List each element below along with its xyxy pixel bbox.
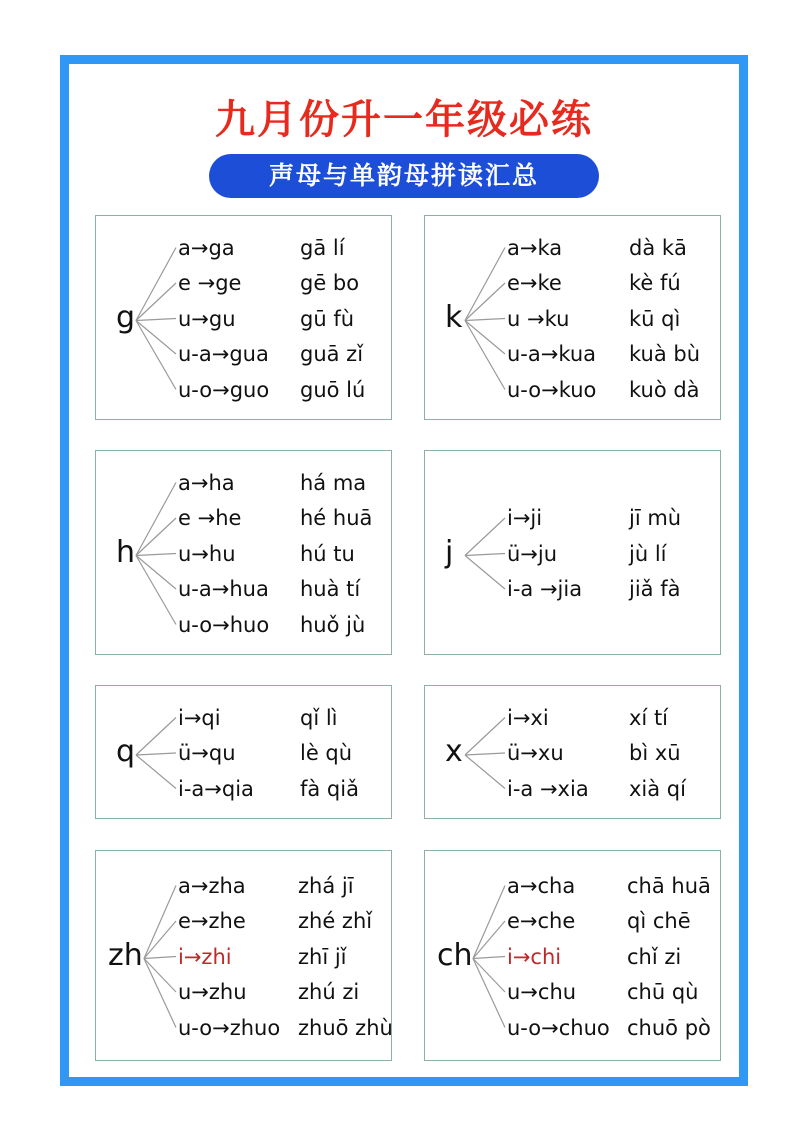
pinyin-word: xí tí — [629, 705, 669, 730]
spelling-row — [507, 873, 718, 899]
spelling: u→hu — [178, 541, 236, 566]
pinyin-word: qǐ lì — [300, 705, 338, 730]
pinyin-word: gā lí — [300, 235, 345, 260]
branch-line — [465, 283, 505, 321]
pinyin-word: zhuō zhù — [298, 1015, 393, 1040]
spelling: u-a→kua — [507, 342, 597, 366]
initial-letter: h — [116, 534, 136, 570]
spelling-row — [178, 776, 389, 802]
pinyin-word: lè qù — [300, 741, 353, 765]
spelling-row — [178, 306, 389, 332]
initial-letter: j — [445, 534, 454, 570]
spelling: ü→ju — [507, 541, 558, 566]
initial-letter: k — [445, 299, 463, 335]
spelling: u-a→hua — [178, 577, 269, 601]
pinyin-word: huà tí — [300, 577, 361, 601]
spelling: e →he — [178, 506, 242, 530]
branch-line — [136, 283, 176, 321]
branch-line — [465, 753, 505, 755]
branch-line — [465, 248, 505, 321]
spelling-row — [178, 908, 389, 934]
spelling-row — [507, 235, 718, 261]
pinyin-word: zhī jǐ — [298, 944, 347, 969]
initial-letter: x — [445, 734, 463, 769]
branch-line — [473, 959, 505, 993]
pinyin-word: gē bo — [300, 271, 360, 295]
spelling-row — [507, 270, 718, 296]
spelling-row — [178, 740, 389, 766]
spelling-row — [178, 377, 389, 403]
pinyin-word: jiǎ fà — [629, 577, 681, 601]
spelling: u-o→guo — [178, 377, 270, 402]
branch-line — [136, 483, 176, 556]
pinyin-word: chǐ zi — [627, 944, 682, 969]
branch-line — [465, 321, 505, 390]
spelling-row — [507, 979, 718, 1005]
branch-line — [144, 886, 176, 959]
branch-line — [465, 556, 505, 590]
spelling: i→chi — [507, 944, 562, 969]
spelling-row — [507, 576, 718, 602]
spelling-row — [178, 505, 389, 531]
spelling-row — [178, 235, 389, 261]
pinyin-word: dà kā — [629, 235, 687, 260]
pinyin-word: hú tu — [300, 541, 355, 566]
pinyin-word: hé huā — [300, 506, 373, 530]
spelling: a→ka — [507, 235, 563, 260]
pinyin-word: gū fù — [300, 306, 355, 331]
branch-line — [144, 921, 176, 959]
pinyin-word: guā zǐ — [300, 342, 364, 366]
pinyin-word: qì chē — [627, 909, 691, 933]
branch-line — [136, 556, 176, 590]
initial-letter: g — [116, 299, 136, 335]
spelling: u-o→kuo — [507, 377, 597, 402]
branch-line — [136, 556, 176, 625]
branch-line — [473, 886, 505, 959]
spelling: a→zha — [178, 873, 246, 898]
spelling: ü→qu — [178, 741, 236, 765]
spelling: a→ha — [178, 470, 235, 495]
spelling-row — [507, 1015, 718, 1041]
spelling: a→cha — [507, 873, 576, 898]
branch-line — [136, 518, 176, 556]
initial-letter: q — [116, 734, 136, 769]
pinyin-word: xià qí — [629, 776, 686, 801]
spelling: e→zhe — [178, 909, 246, 933]
spelling-row — [507, 944, 718, 970]
pinyin-word: zhá jī — [298, 873, 354, 898]
pinyin-word: chuō pò — [627, 1015, 711, 1040]
spelling-row — [178, 1015, 393, 1041]
initial-letter: zh — [108, 937, 143, 973]
branch-line — [465, 718, 505, 756]
branch-line — [473, 959, 505, 1028]
pinyin-word: zhé zhǐ — [298, 909, 373, 933]
spelling: i-a →jia — [507, 577, 583, 601]
branch-line — [136, 718, 176, 756]
spelling: e →ge — [178, 271, 242, 295]
spelling-row — [178, 470, 389, 496]
card-k — [424, 215, 721, 420]
spelling-row — [178, 979, 389, 1005]
branch-line — [473, 957, 505, 959]
spelling-row — [178, 341, 389, 367]
spelling-row — [178, 873, 389, 899]
branch-line — [136, 321, 176, 355]
card-g — [95, 215, 392, 420]
branch-line — [136, 248, 176, 321]
spelling-row — [178, 612, 389, 638]
pinyin-word: fà qiǎ — [300, 776, 359, 801]
branch-line — [144, 957, 176, 959]
card-h — [95, 450, 392, 655]
pinyin-word: chū qù — [627, 980, 699, 1004]
spelling-row — [507, 541, 718, 567]
pinyin-word: jù lí — [629, 541, 667, 566]
page-title: 九月份升一年级必练 — [215, 97, 593, 143]
pinyin-word: kuò dà — [629, 377, 700, 402]
spelling: u-o→huo — [178, 612, 270, 637]
spelling: i-a→qia — [178, 776, 254, 801]
branch-line — [144, 959, 176, 993]
spelling: u→gu — [178, 306, 236, 331]
pinyin-word: jī mù — [629, 506, 682, 530]
card-zh — [95, 850, 392, 1061]
spelling: a→ga — [178, 235, 235, 260]
pinyin-word: kū qì — [629, 306, 681, 331]
branch-line — [136, 753, 176, 755]
branch-line — [473, 921, 505, 959]
spelling: e→che — [507, 909, 576, 933]
spelling: i→ji — [507, 506, 543, 530]
spelling: i→zhi — [178, 944, 232, 969]
spelling-row — [507, 341, 718, 367]
card-ch — [424, 850, 721, 1061]
spelling: u-o→chuo — [507, 1015, 610, 1040]
spelling: u→zhu — [178, 980, 247, 1004]
initial-letter: ch — [437, 937, 473, 973]
spelling-row — [178, 270, 389, 296]
branch-line — [465, 554, 505, 556]
pinyin-word: bì xū — [629, 741, 681, 765]
branch-line — [136, 755, 176, 789]
pinyin-word: zhú zi — [298, 980, 360, 1004]
spelling: u →ku — [507, 306, 570, 331]
poster-frame — [60, 55, 748, 1086]
spelling: u-o→zhuo — [178, 1015, 281, 1040]
branch-line — [465, 518, 505, 556]
subtitle-banner: 声母与单韵母拼读汇总 — [209, 154, 599, 198]
spelling-row — [507, 776, 718, 802]
pinyin-word: chā huā — [627, 873, 711, 898]
spelling: u-a→gua — [178, 342, 269, 366]
pinyin-word: kuà bù — [629, 342, 701, 366]
card-q — [95, 685, 392, 819]
spelling-row — [507, 377, 718, 403]
branch-line — [465, 321, 505, 355]
branch-line — [465, 755, 505, 789]
branch-line — [465, 319, 505, 321]
spelling: i-a →xia — [507, 776, 589, 801]
branch-line — [136, 319, 176, 321]
pinyin-word: kè fú — [629, 271, 681, 295]
spelling: ü→xu — [507, 741, 564, 765]
card-j — [424, 450, 721, 655]
branch-line — [136, 554, 176, 556]
spelling: i→qi — [178, 705, 221, 730]
branch-line — [136, 321, 176, 390]
spelling: e→ke — [507, 271, 562, 295]
pinyin-word: huǒ jù — [300, 612, 366, 637]
spelling-row — [178, 705, 389, 731]
spelling-row — [507, 740, 718, 766]
spelling-row — [507, 908, 718, 934]
branch-line — [144, 959, 176, 1028]
spelling-row — [178, 541, 389, 567]
spelling-row — [178, 576, 389, 602]
pinyin-word: guō lú — [300, 377, 366, 402]
pinyin-word: há ma — [300, 470, 367, 495]
spelling-row — [507, 505, 718, 531]
spelling-row — [507, 705, 718, 731]
spelling: u→chu — [507, 980, 577, 1004]
spelling: i→xi — [507, 705, 549, 730]
spelling-row — [507, 306, 718, 332]
card-x — [424, 685, 721, 819]
spelling-row — [178, 944, 389, 970]
